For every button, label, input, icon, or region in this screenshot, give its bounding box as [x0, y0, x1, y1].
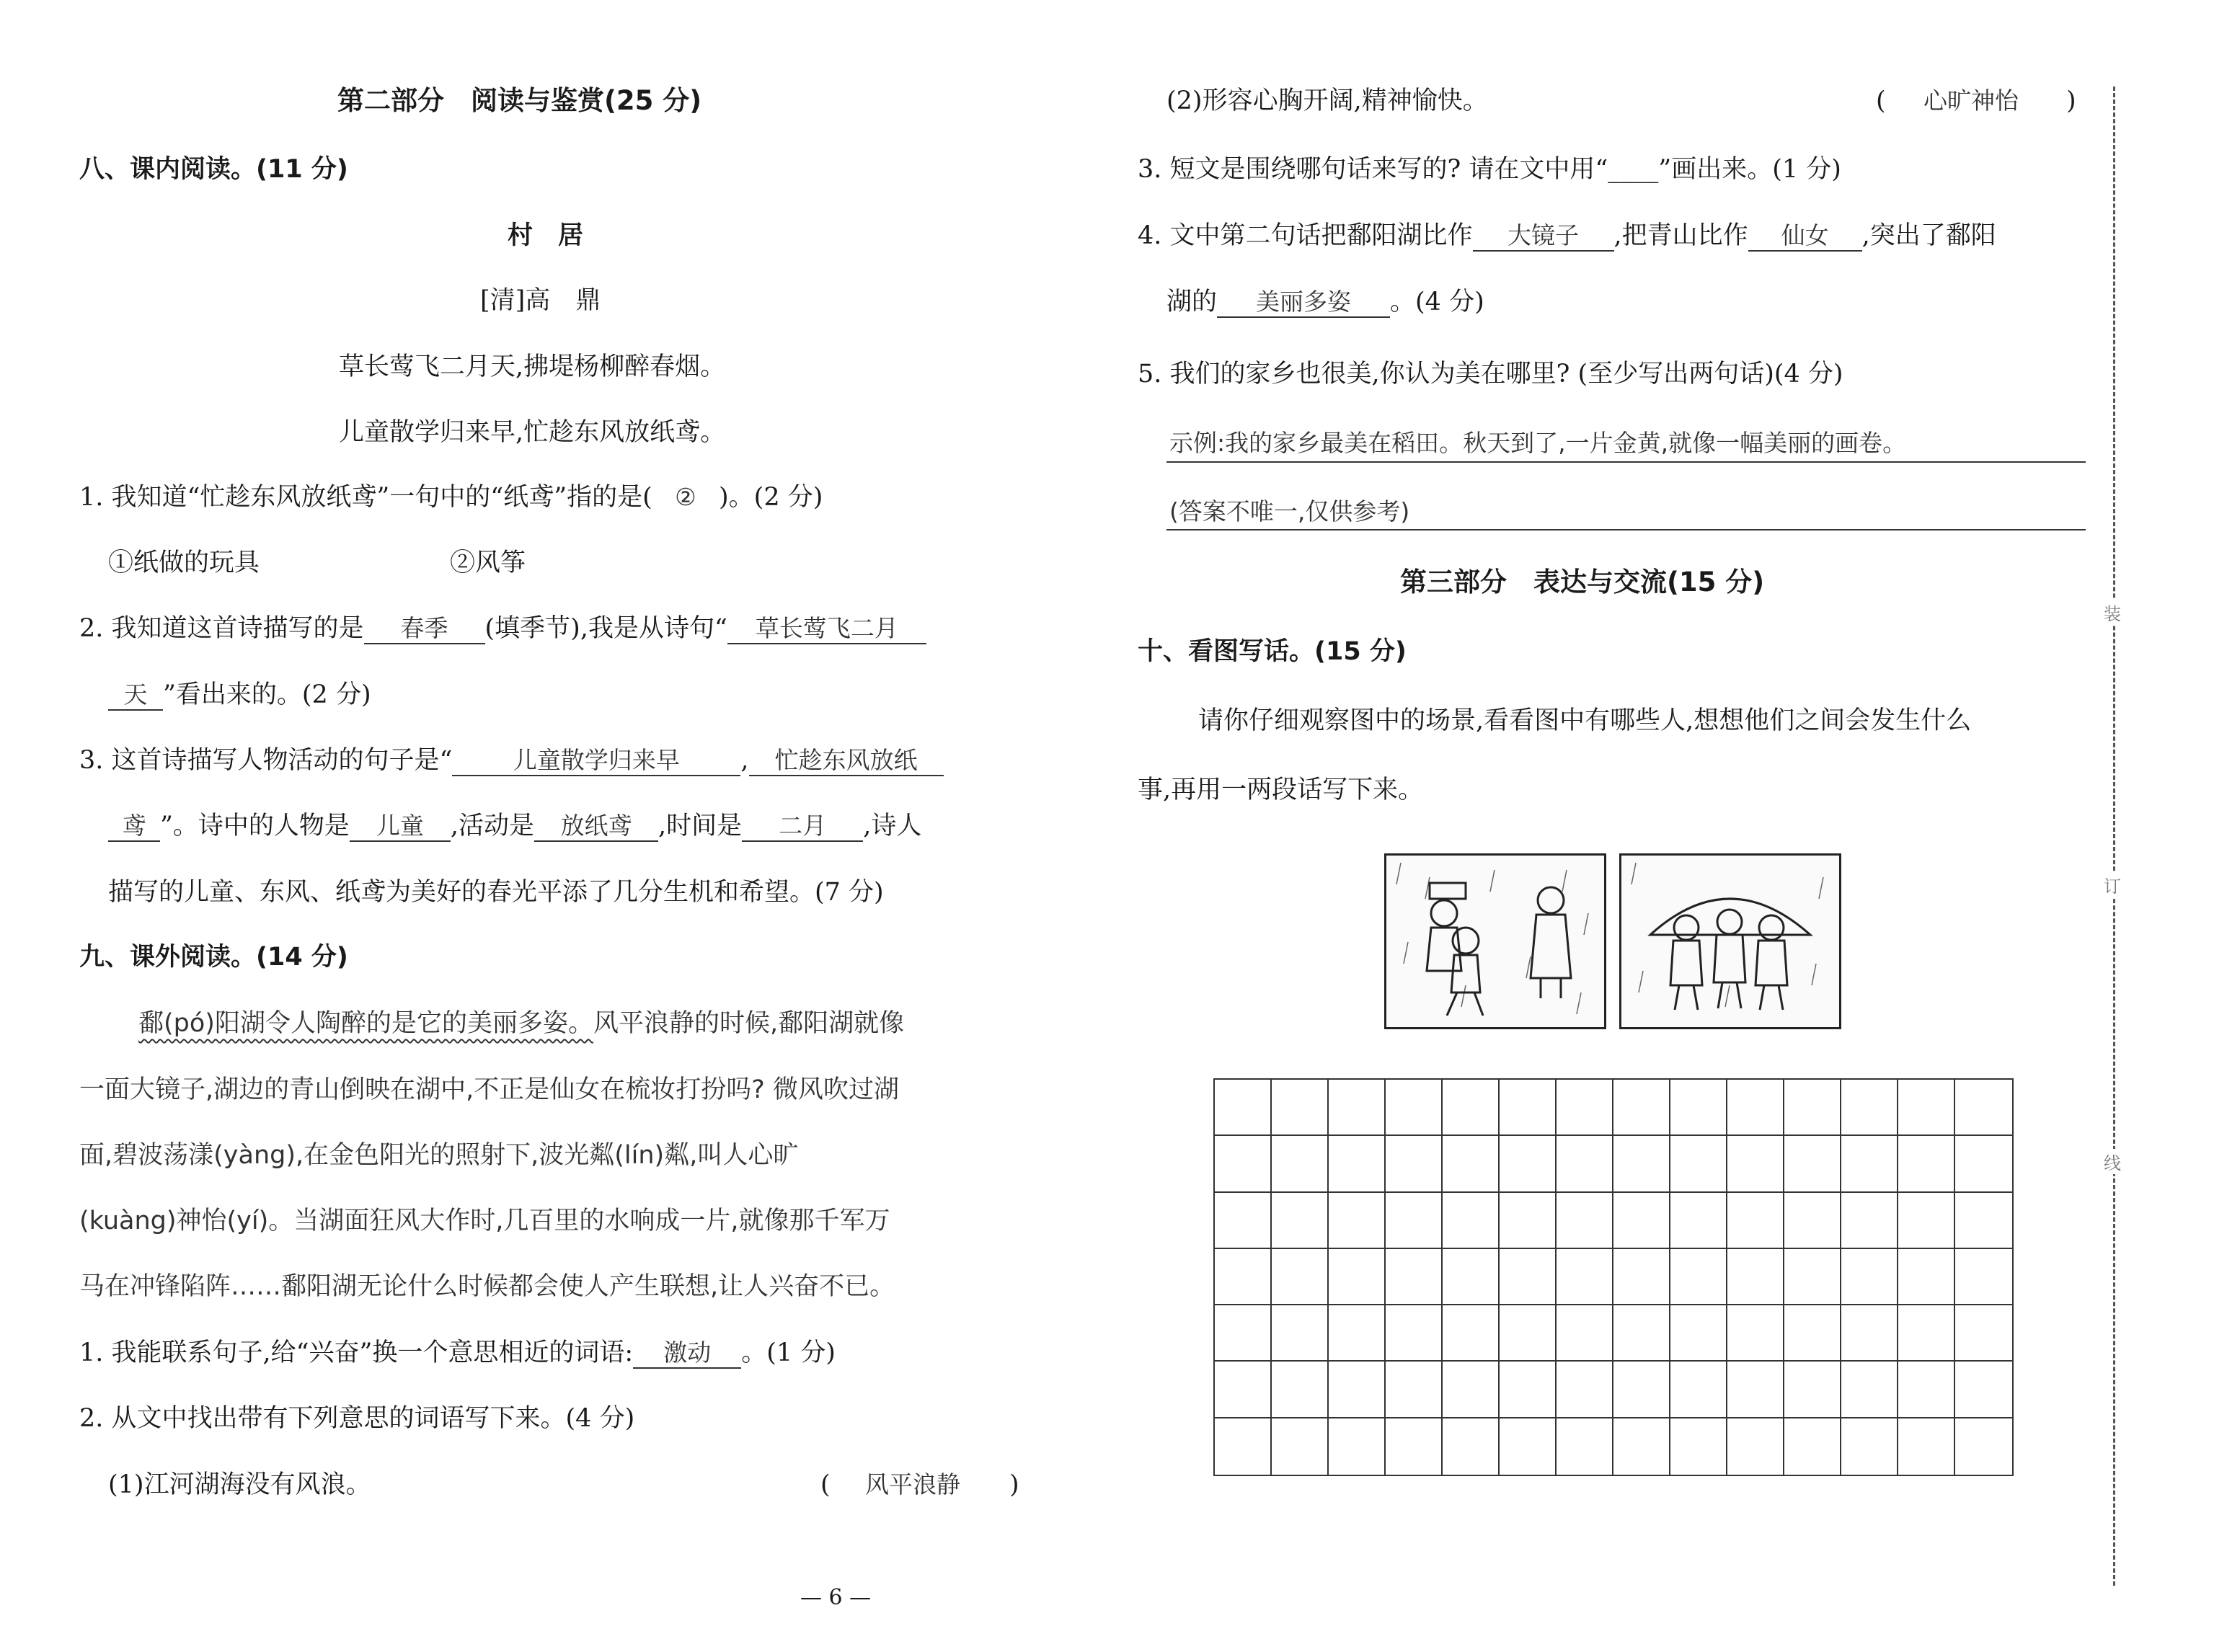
- passage-line-4: (kuàng)神怡(yí)。当湖面狂风大作时,几百里的水响成一片,就像那千军万: [79, 1207, 890, 1235]
- q4-feature-answer: 美丽多姿: [1217, 288, 1390, 318]
- binding-dashed-line: [2113, 86, 2115, 1586]
- sec9-q5: 5. 我们的家乡也很美,你认为美在哪里? (至少写出两句话)(4 分): [1138, 360, 1843, 388]
- sec8-q1: 1. 我知道“忙趁东风放纸鸢”一句中的“纸鸢”指的是( ② )。(2 分): [79, 483, 823, 512]
- page-number: — 6 —: [800, 1585, 872, 1610]
- paren-open-1: (: [820, 1470, 831, 1499]
- sec9-heading: 九、课外阅读。(14 分): [79, 943, 348, 972]
- q3-activity-answer: 放纸鸢: [534, 812, 658, 842]
- poem-author: [清]高 鼎: [480, 286, 601, 315]
- sec8-q2: 2. 我知道这首诗描写的是 春季 (填季节),我是从诗句“ 草长莺飞二月: [79, 613, 926, 644]
- q5-answer-line-2: (答案不唯一,仅供参考): [1169, 497, 1410, 525]
- sec8-q2-cont: 天 ”看出来的。(2 分): [108, 679, 371, 711]
- poem-title: 村 居: [508, 221, 584, 250]
- q4-mountain-answer: 仙女: [1748, 221, 1862, 252]
- q3-answer-1: 儿童散学归来早: [452, 746, 740, 776]
- sec10-heading: 十、看图写话。(15 分): [1138, 637, 1407, 666]
- rain-picture-2: [1619, 853, 1841, 1029]
- poem-line-2: 儿童散学归来早,忙趁东风放纸鸢。: [339, 418, 726, 447]
- rain-picture-1: [1384, 853, 1606, 1029]
- q5-answer-underline-2: [1166, 529, 2086, 530]
- writing-grid[interactable]: [1213, 1078, 2014, 1476]
- paren-open-2: (: [1876, 86, 1886, 115]
- q2-season-answer: 春季: [364, 614, 485, 644]
- passage-line-1: 鄱(pó)阳湖令人陶醉的是它的美丽多姿。风平浪静的时候,鄱阳湖就像: [138, 1009, 905, 1038]
- paren-close-2: ): [2066, 86, 2076, 115]
- sec8-q3-cont: 鸢 ”。诗中的人物是 儿童 ,活动是 放纸鸢 ,时间是 二月 ,诗人: [108, 810, 921, 842]
- sec9-q3: 3. 短文是围绕哪句话来写的? 请在文中用“____”画出来。(1 分): [1138, 155, 1841, 184]
- binding-mark-zhuang: 装: [2104, 600, 2121, 625]
- part3-title: 第三部分 表达与交流(15 分): [1400, 567, 1765, 598]
- binding-mark-xian: 线: [2104, 1149, 2121, 1174]
- sec9-q1: 1. 我能联系句子,给“兴奋”换一个意思相近的词语: 激动 。(1 分): [79, 1338, 836, 1367]
- sec9-q2: 2. 从文中找出带有下列意思的词语写下来。(4 分): [79, 1404, 635, 1433]
- passage-line-5: 马在冲锋陷阵……鄱阳湖无论什么时候都会使人产生联想,让人兴奋不已。: [79, 1272, 895, 1301]
- poem-line-1: 草长莺飞二月天,拂堤杨柳醉春烟。: [339, 352, 726, 381]
- q3-time-answer: 二月: [742, 812, 863, 842]
- sec10-prompt-line-1: 请你仔细观察图中的场景,看看图中有哪些人,想想他们之间会发生什么: [1198, 706, 1972, 735]
- sec8-q3: 3. 这首诗描写人物活动的句子是“ 儿童散学归来早 , 忙趁东风放纸: [79, 745, 944, 776]
- passage-key-sentence: 鄱(pó)阳湖令人陶醉的是它的美丽多姿。: [138, 1009, 593, 1038]
- passage-line-2: 一面大镜子,湖边的青山倒映在湖中,不正是仙女在梳妆打扮吗? 微风吹过湖: [79, 1075, 899, 1104]
- q1-option-1: ①纸做的玩具: [108, 549, 260, 577]
- q4-lake-answer: 大镜子: [1473, 221, 1614, 252]
- binding-mark-ding: 订: [2104, 872, 2121, 897]
- sec9-q2-2-answer: 心旷神怡: [1923, 86, 2019, 115]
- q1-option-2: ②风筝: [450, 549, 526, 577]
- sec9-q4: 4. 文中第二句话把鄱阳湖比作 大镜子 ,把青山比作 仙女 ,突出了鄱阳: [1138, 221, 1996, 250]
- sec9-q2-1-answer: 风平浪静: [865, 1470, 960, 1498]
- q5-answer-underline-1: [1166, 461, 2086, 463]
- sec9-q2-2: (2)形容心胸开阔,精神愉快。: [1166, 86, 1488, 115]
- q1-answer: ②: [675, 483, 696, 511]
- sec10-prompt-line-2: 事,再用一两段话写下来。: [1138, 776, 1424, 804]
- part2-title: 第二部分 阅读与鉴赏(25 分): [337, 85, 702, 116]
- q3-person-answer: 儿童: [350, 812, 451, 842]
- paren-close-1: ): [1009, 1470, 1019, 1499]
- q5-answer-line-1: 示例:我的家乡最美在稻田。秋天到了,一片金黄,就像一幅美丽的画卷。: [1169, 429, 1907, 457]
- sec8-heading: 八、课内阅读。(11 分): [79, 155, 348, 184]
- sec9-q4-cont: 湖的 美丽多姿 。(4 分): [1166, 288, 1484, 316]
- sec9-q1-answer: 激动: [633, 1338, 741, 1369]
- sec8-q3-line3: 描写的儿童、东风、纸鸢为美好的春光平添了几分生机和希望。(7 分): [108, 878, 884, 907]
- q3-answer-2: 忙趁东风放纸: [749, 746, 944, 776]
- sec9-q2-1: (1)江河湖海没有风浪。: [108, 1470, 371, 1499]
- q2-line-answer: 草长莺飞二月: [727, 614, 926, 644]
- passage-line-3: 面,碧波荡漾(yàng),在金色阳光的照射下,波光粼(lín)粼,叫人心旷: [79, 1141, 799, 1170]
